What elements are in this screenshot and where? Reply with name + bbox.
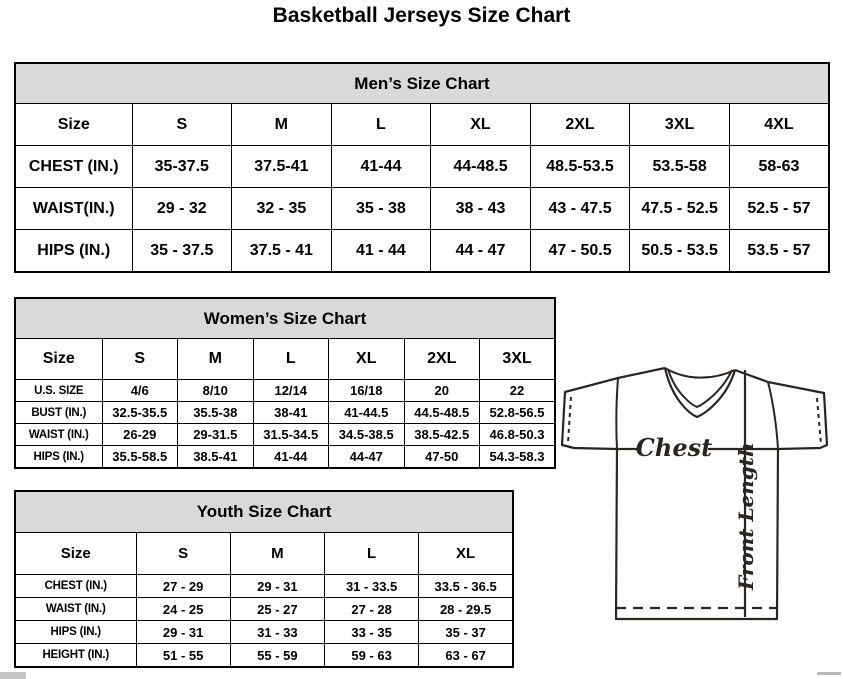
womens-value-cell: 31.5-34.5 <box>253 424 329 446</box>
mens-value-cell: 32 - 35 <box>232 188 332 230</box>
womens-value-cell: 54.3-58.3 <box>480 446 556 469</box>
mens-value-cell: 35 - 38 <box>331 188 431 230</box>
mens-value-cell: 44 - 47 <box>431 230 531 273</box>
youth-column-header-l: L <box>325 533 419 575</box>
womens-table-row <box>15 424 555 446</box>
front-length-label: Front Length <box>734 442 758 590</box>
womens-column-header-xl: XL <box>329 339 405 380</box>
womens-value-cell: 4/6 <box>102 380 178 402</box>
womens-column-header-l: L <box>253 339 329 380</box>
youth-column-header-size: Size <box>15 533 136 575</box>
womens-table-row <box>15 380 555 402</box>
youth-value-cell: 24 - 25 <box>136 598 230 621</box>
youth-value-cell: 31 - 33 <box>230 621 324 644</box>
mens-column-header-m: M <box>232 104 332 146</box>
mens-value-cell: 29 - 32 <box>132 188 232 230</box>
mens-column-header-l: L <box>331 104 431 146</box>
womens-value-cell: 16/18 <box>329 380 405 402</box>
youth-row-label: HIPS (IN.) <box>15 621 136 644</box>
womens-value-cell: 20 <box>404 380 480 402</box>
mens-value-cell: 41-44 <box>331 146 431 188</box>
mens-value-cell: 38 - 43 <box>431 188 531 230</box>
mens-row-label: WAIST(IN.) <box>15 188 132 230</box>
youth-value-cell: 55 - 59 <box>230 644 324 668</box>
mens-column-header-xl: XL <box>431 104 531 146</box>
womens-value-cell: 32.5-35.5 <box>102 402 178 424</box>
womens-value-cell: 44.5-48.5 <box>404 402 480 424</box>
chest-label: Chest <box>635 433 713 462</box>
youth-value-cell: 27 - 28 <box>325 598 419 621</box>
mens-column-header-size: Size <box>15 104 132 146</box>
youth-table-row <box>15 644 513 668</box>
scrollbar-thumb-right[interactable] <box>817 672 841 675</box>
youth-value-cell: 25 - 27 <box>230 598 324 621</box>
youth-value-cell: 63 - 67 <box>419 644 513 668</box>
womens-value-cell: 44-47 <box>329 446 405 469</box>
womens-value-cell: 35.5-58.5 <box>102 446 178 469</box>
mens-value-cell: 52.5 - 57 <box>729 188 829 230</box>
jersey-measurement-diagram <box>556 355 841 627</box>
youth-value-cell: 33 - 35 <box>325 621 419 644</box>
womens-value-cell: 41-44 <box>253 446 329 469</box>
mens-value-cell: 35-37.5 <box>132 146 232 188</box>
womens-table-row <box>15 402 555 424</box>
womens-row-label: U.S. SIZE <box>15 380 102 402</box>
mens-row-label: HIPS (IN.) <box>15 230 132 273</box>
womens-value-cell: 22 <box>480 380 556 402</box>
youth-value-cell: 29 - 31 <box>230 575 324 598</box>
mens-value-cell: 43 - 47.5 <box>530 188 630 230</box>
womens-column-header-size: Size <box>15 339 102 380</box>
youth-value-cell: 35 - 37 <box>419 621 513 644</box>
mens-value-cell: 37.5 - 41 <box>232 230 332 273</box>
womens-column-header-s: S <box>102 339 178 380</box>
mens-column-header-3xl: 3XL <box>630 104 730 146</box>
mens-table-row <box>15 230 829 273</box>
mens-value-cell: 37.5-41 <box>232 146 332 188</box>
mens-value-cell: 53.5 - 57 <box>729 230 829 273</box>
mens-value-cell: 44-48.5 <box>431 146 531 188</box>
mens-value-cell: 53.5-58 <box>630 146 730 188</box>
youth-value-cell: 27 - 29 <box>136 575 230 598</box>
womens-value-cell: 46.8-50.3 <box>480 424 556 446</box>
youth-value-cell: 28 - 29.5 <box>419 598 513 621</box>
youth-chart-header: Youth Size Chart <box>15 491 513 533</box>
womens-row-label: HIPS (IN.) <box>15 446 102 469</box>
youth-size-chart <box>14 490 514 668</box>
womens-value-cell: 35.5-38 <box>178 402 254 424</box>
womens-row-label: WAIST (IN.) <box>15 424 102 446</box>
womens-value-cell: 41-44.5 <box>329 402 405 424</box>
youth-row-label: WAIST (IN.) <box>15 598 136 621</box>
youth-value-cell: 59 - 63 <box>325 644 419 668</box>
youth-row-label: CHEST (IN.) <box>15 575 136 598</box>
youth-value-cell: 51 - 55 <box>136 644 230 668</box>
womens-value-cell: 38.5-42.5 <box>404 424 480 446</box>
mens-size-chart <box>14 62 830 273</box>
womens-table-row <box>15 446 555 469</box>
womens-column-header-3xl: 3XL <box>480 339 556 380</box>
youth-row-label: HEIGHT (IN.) <box>15 644 136 668</box>
page-title: Basketball Jerseys Size Chart <box>272 4 571 27</box>
mens-chart-header: Men’s Size Chart <box>15 63 829 104</box>
mens-value-cell: 58-63 <box>729 146 829 188</box>
womens-value-cell: 26-29 <box>102 424 178 446</box>
womens-value-cell: 8/10 <box>178 380 254 402</box>
youth-value-cell: 31 - 33.5 <box>325 575 419 598</box>
youth-column-header-xl: XL <box>419 533 513 575</box>
womens-column-header-2xl: 2XL <box>404 339 480 380</box>
womens-value-cell: 34.5-38.5 <box>329 424 405 446</box>
mens-row-label: CHEST (IN.) <box>15 146 132 188</box>
youth-column-header-m: M <box>230 533 324 575</box>
womens-row-label: BUST (IN.) <box>15 402 102 424</box>
mens-value-cell: 41 - 44 <box>331 230 431 273</box>
mens-table-row <box>15 188 829 230</box>
youth-table-row <box>15 575 513 598</box>
womens-value-cell: 38-41 <box>253 402 329 424</box>
youth-value-cell: 33.5 - 36.5 <box>419 575 513 598</box>
mens-column-header-4xl: 4XL <box>729 104 829 146</box>
womens-value-cell: 52.8-56.5 <box>480 402 556 424</box>
youth-table-row <box>15 621 513 644</box>
mens-value-cell: 48.5-53.5 <box>530 146 630 188</box>
youth-table-row <box>15 598 513 621</box>
mens-column-header-2xl: 2XL <box>530 104 630 146</box>
womens-size-chart <box>14 297 556 469</box>
scrollbar-thumb-left[interactable] <box>0 672 26 679</box>
womens-value-cell: 12/14 <box>253 380 329 402</box>
womens-value-cell: 47-50 <box>404 446 480 469</box>
womens-value-cell: 38.5-41 <box>178 446 254 469</box>
mens-value-cell: 47.5 - 52.5 <box>630 188 730 230</box>
womens-chart-header: Women’s Size Chart <box>15 298 555 339</box>
womens-value-cell: 29-31.5 <box>178 424 254 446</box>
mens-table-row <box>15 146 829 188</box>
womens-column-header-m: M <box>178 339 254 380</box>
youth-column-header-s: S <box>136 533 230 575</box>
mens-value-cell: 35 - 37.5 <box>132 230 232 273</box>
mens-column-header-s: S <box>132 104 232 146</box>
youth-value-cell: 29 - 31 <box>136 621 230 644</box>
mens-value-cell: 47 - 50.5 <box>530 230 630 273</box>
mens-value-cell: 50.5 - 53.5 <box>630 230 730 273</box>
